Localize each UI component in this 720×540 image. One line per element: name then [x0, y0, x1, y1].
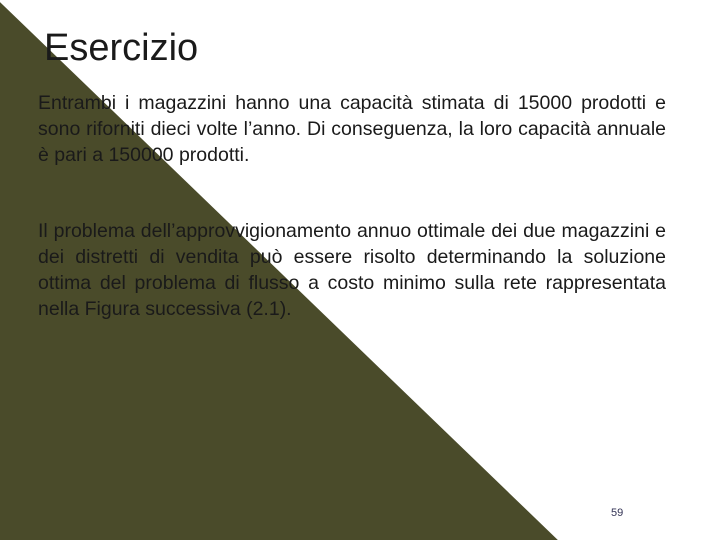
slide-title: Esercizio [44, 27, 199, 69]
corner-accent-line-1 [560, 380, 720, 540]
paragraph-capacity: Entrambi i magazzini hanno una capacità stimata di 15000 prodotti e sono riforniti dieci volte l’anno. Di conseguenza, la loro capacità annuale è pari a 150000 prodotti. [38, 92, 666, 166]
paragraph-problem: Il problema dell’approvvigionamento annuo ottimale dei due magazzini e dei distretti di vendita può essere risolto determinando la soluzione ottima del problema di flusso a costo minimo sulla rete rappresentata nella Figura successiva (2.1). [38, 220, 666, 320]
page-number: 59 [611, 507, 624, 519]
corner-accent-line-2 [574, 394, 720, 540]
